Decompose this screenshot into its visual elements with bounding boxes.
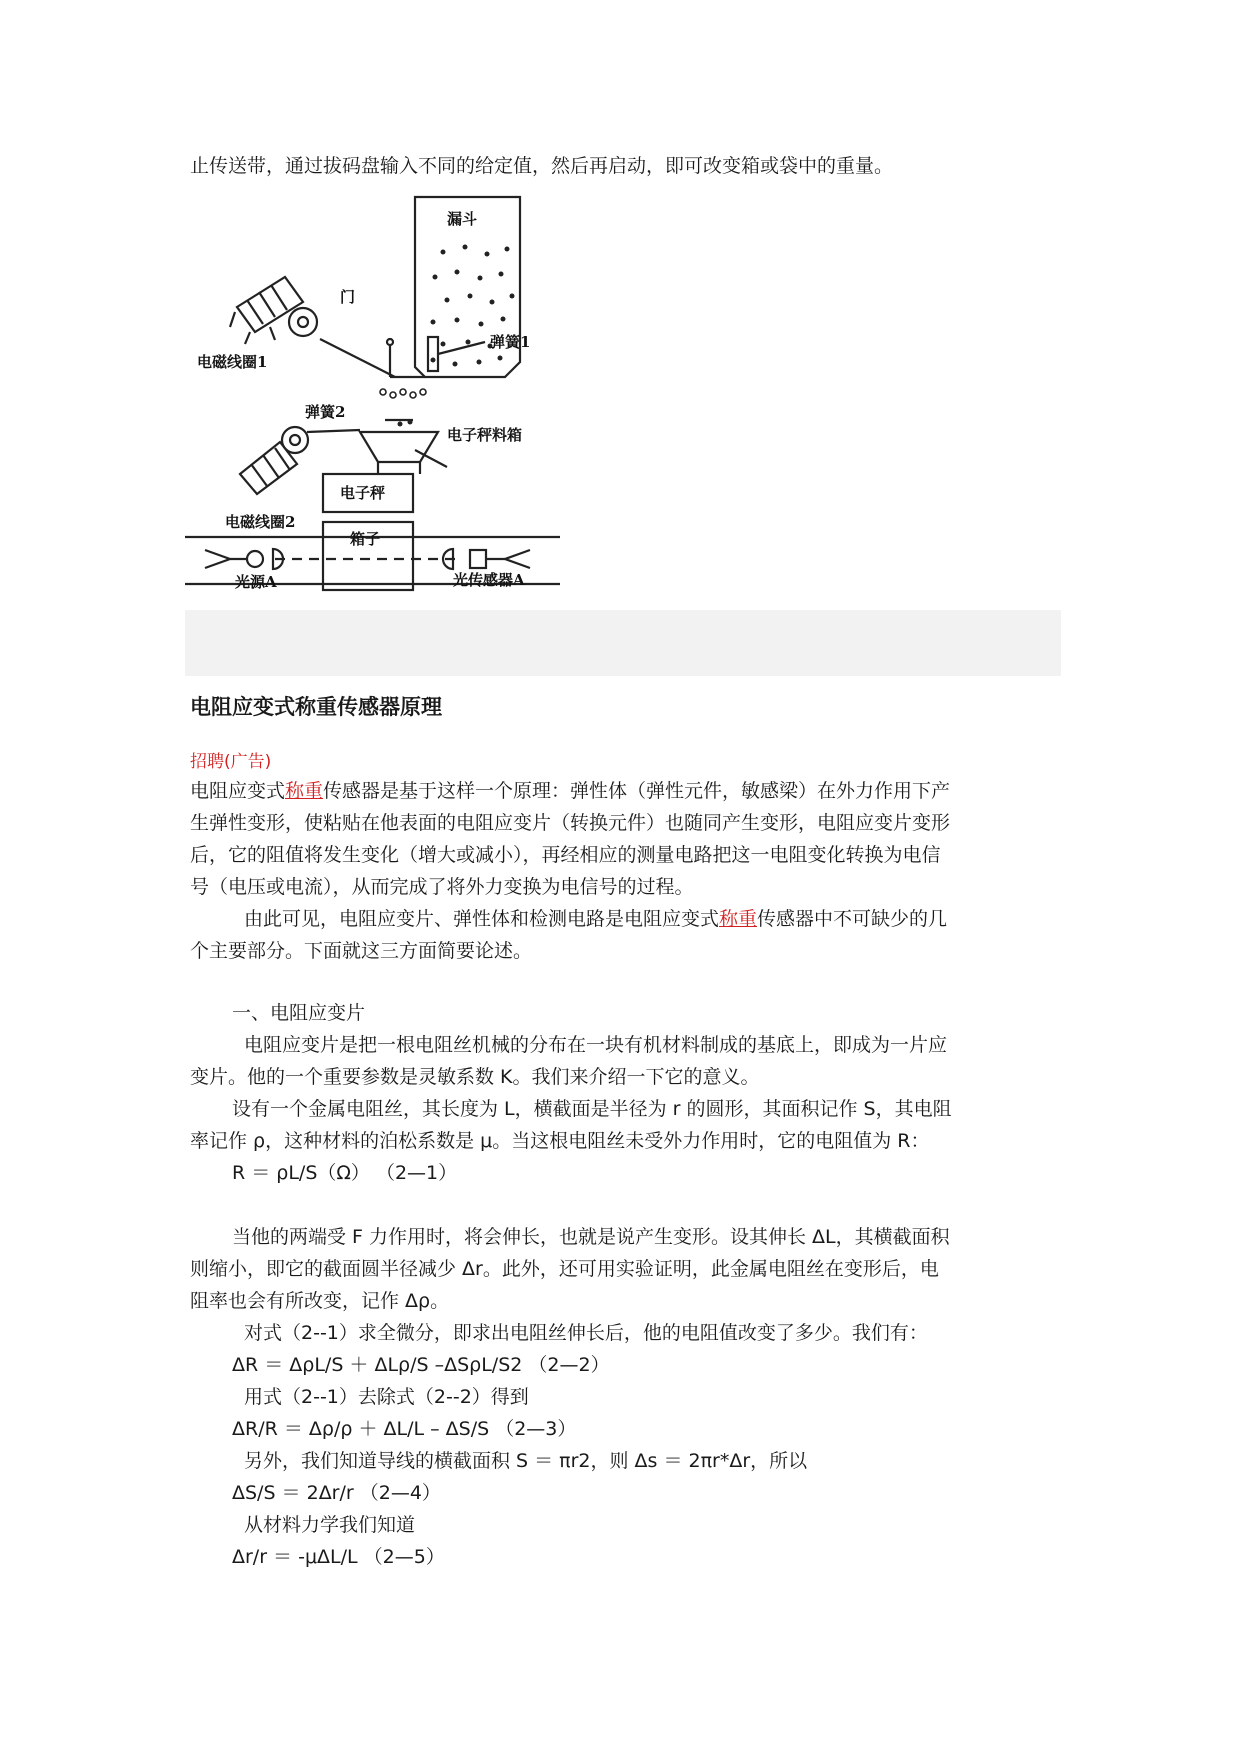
coil1-lead-a — [230, 312, 235, 327]
p5-line3: 阻率也会有所改变，记作 Δρ。 — [190, 1290, 450, 1312]
p1-line1-b: 传感器是基于这样一个原理：弹性体（弹性元件，敏感梁）在外力作用下产 — [323, 780, 951, 802]
p9: 从材料力学我们知道 — [244, 1514, 416, 1536]
door-linkage — [320, 339, 395, 377]
weighing-system-diagram — [185, 192, 560, 597]
coil2-windings — [251, 448, 290, 486]
label-light-sensor: 光传感器A — [453, 571, 525, 589]
label-hopper: 漏斗 — [447, 210, 478, 228]
label-spring1: 弹簧1 — [490, 333, 531, 351]
p2-line1-a: 由此可见，电阻应变片、弹性体和检测电路是电阻应变式 — [244, 908, 720, 930]
label-scale: 电子秤 — [340, 484, 386, 502]
intro-line: 止传送带，通过拔码盘输入不同的给定值，然后再启动，即可改变箱或袋中的重量。 — [190, 155, 894, 177]
weighing-system-figure — [185, 192, 560, 597]
p5-line1: 当他的两端受 F 力作用时，将会伸长，也就是说产生变形。设其伸长 ΔL，其横截面积 — [232, 1226, 950, 1248]
p1-line1-a: 电阻应变式 — [190, 780, 286, 802]
p1-line4: 号（电压或电流），从而完成了将外力变换为电信号的过程。 — [190, 876, 694, 898]
spring1-block — [428, 337, 438, 371]
equation-2-5: Δr/r ＝ -μΔL/L （2—5） — [232, 1546, 445, 1568]
p7: 用式（2--1）去除式（2--2）得到 — [244, 1386, 529, 1408]
equation-2-4: ΔS/S ＝ 2Δr/r （2—4） — [232, 1482, 441, 1504]
door-pivot — [387, 339, 393, 345]
p3-line1: 电阻应变片是把一根电阻丝机械的分布在一块有机材料制成的基底上，即成为一片应 — [244, 1034, 948, 1056]
p1-line3: 后，它的阻值将发生变化（增大或减小），再经相应的测量电路把这一电阻变化转换为电信 — [190, 844, 941, 866]
p2-line2: 个主要部分。下面就这三方面简要论述。 — [190, 940, 533, 962]
p3-line2: 变片。他的一个重要参数是灵敏系数 K。我们来介绍一下它的意义。 — [190, 1066, 760, 1088]
p1-line1 — [190, 778, 950, 804]
p1-line2: 生弹性变形，使粘贴在他表面的电阻应变片（转换元件）也随同产生变形，电阻应变片变形 — [190, 812, 951, 834]
section-title: 电阻应变式称重传感器原理 — [190, 695, 442, 719]
coil1-lead-b — [245, 332, 250, 344]
subheading-strain-gauge: 一、电阻应变片 — [232, 1002, 366, 1024]
coil1-lead-c — [270, 327, 275, 340]
p5-line2: 则缩小，即它的截面圆半径减少 Δr。此外，还可用实验证明，此金属电阻丝在变形后，电 — [190, 1258, 939, 1280]
gray-banner — [185, 610, 1061, 676]
equation-2-1: R ＝ ρL/S（Ω） （2—1） — [232, 1162, 458, 1184]
light-source-clamp — [205, 550, 230, 568]
p2-line1-b: 传感器中不可缺少的几 — [757, 908, 948, 930]
label-weigh-box: 电子秤料箱 — [447, 426, 523, 444]
p4-line2: 率记作 ρ，这种材料的泊松系数是 μ。当这根电阻丝未受外力作用时，它的电阻值为 R： — [190, 1130, 930, 1152]
p2-line1 — [244, 906, 947, 932]
coil2-linkage — [307, 430, 360, 432]
label-door: 门 — [340, 288, 356, 306]
p4-line1: 设有一个金属电阻丝，其长度为 L，横截面是半径为 r 的圆形，其面积记作 S，其电阻 — [232, 1098, 952, 1120]
coil1-windings — [247, 285, 287, 324]
coil1-core — [298, 317, 308, 327]
label-light-source: 光源A — [235, 573, 277, 591]
weigh-box — [360, 432, 438, 462]
scale-particles — [380, 389, 426, 398]
p6: 对式（2--1）求全微分，即求出电阻丝伸长后，他的电阻值改变了多少。我们有： — [244, 1322, 928, 1344]
label-spring2: 弹簧2 — [305, 403, 346, 421]
p8: 另外，我们知道导线的横截面积 S ＝ πr2，则 Δs ＝ 2πr*Δr，所以 — [244, 1450, 808, 1472]
keyword-link-weighing[interactable]: 称重 — [285, 780, 324, 802]
ad-link[interactable]: 招聘(广告) — [190, 752, 272, 772]
light-sensor-body — [470, 550, 486, 568]
equation-2-3: ΔR/R ＝ Δρ/ρ ＋ ΔL/L – ΔS/S （2—3） — [232, 1418, 577, 1440]
coil2-core — [290, 435, 300, 445]
light-sensor-clamp — [505, 550, 530, 568]
light-source-bulb — [247, 551, 263, 567]
coil1-body — [237, 277, 303, 332]
label-coil2: 电磁线圈2 — [225, 513, 296, 531]
equation-2-2: ΔR ＝ ΔρL/S ＋ ΔLρ/S –ΔSρL/S2 （2—2） — [232, 1354, 610, 1376]
label-coil1: 电磁线圈1 — [197, 353, 268, 371]
label-box: 箱子 — [350, 530, 381, 548]
keyword-link-weighing-2[interactable]: 称重 — [719, 908, 758, 930]
coil1-ring — [289, 308, 317, 336]
